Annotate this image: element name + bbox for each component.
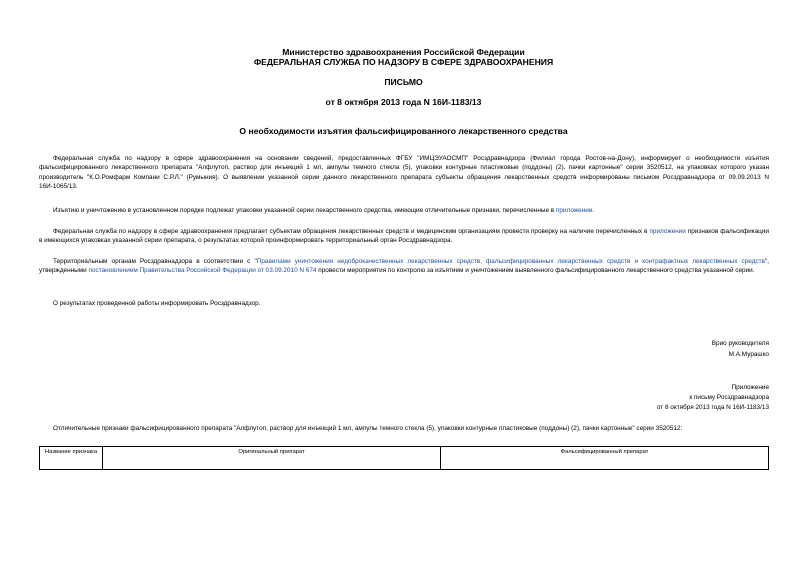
body-paragraph-3 [39, 227, 769, 246]
table-header-original: Оригинальный препарат [103, 447, 441, 470]
signature-position: Врио руководителя [711, 340, 769, 347]
service-title: ФЕДЕРАЛЬНАЯ СЛУЖБА ПО НАДЗОРУ В СФЕРЕ ЗДРАВООХРАНЕНИЯ [253, 57, 554, 67]
destruction-rules-link[interactable]: Правилами уничтожения недоброкачественных лекарственных средств, фальсифицированных лекарственных средств и контрафактных лекарственных средств [256, 258, 765, 265]
paragraph-5-text: О результатах проведенной работы информировать Росздравнадзор. [53, 300, 261, 307]
appendix-reference: к письму Росздравнадзора [689, 394, 769, 401]
appendix-date-number: от 8 октября 2013 года N 16И-1183/13 [656, 404, 769, 411]
table-header-falsified: Фальсифицированный препарат [441, 447, 769, 470]
ministry-title: Министерство здравоохранения Российской Федерации [282, 47, 525, 57]
government-decree-link[interactable]: постановлением Правительства Российской Федерации от 03.09.2010 N 674 [88, 267, 317, 275]
document-type: ПИСЬМО [384, 77, 423, 87]
paragraph-4-mid: ", утвержденными [39, 258, 769, 275]
body-paragraph-2 [39, 206, 769, 215]
paragraph-4-start: Территориальным органам Росздравнадзора в соответствии с " [53, 258, 257, 265]
appendix-title: Приложение [731, 384, 769, 391]
paragraph-3-end: признаков фальсификации в имеющихся упаковках указанной серии препарата, о результатах которой проинформировать территориальный орган Росздравнадзора. [39, 228, 769, 245]
table-header-row [40, 447, 769, 470]
appendix-link[interactable]: приложении [649, 228, 686, 235]
table-header-feature-name: Название признака [40, 447, 103, 470]
document-date-number: от 8 октября 2013 года N 16И-1183/13 [325, 97, 482, 107]
body-paragraph-5 [39, 299, 769, 308]
paragraph-4-end: провести мероприятия по контролю за изъятием и уничтожением выявленного фальсифицированного лекарственного средства указанной серии. [316, 267, 755, 275]
paragraph-2-end: . [592, 207, 595, 214]
appendix-intro-text: Отличительные признаки фальсифицированного препарата "Алфлутоп, раствор для инъекций 1 мл, ампулы темного стекла (5), упаковки контурные пластиковые (поддоны) (2), пачки картонные" серии 3520512: [53, 425, 683, 432]
paragraph-2-text: Изъятию и уничтожению в установленном порядке подлежат упаковки указанной серии лекарственного средства, имеющие отличительные признаки, перечисленные в [53, 207, 556, 214]
body-paragraph-1 [39, 154, 769, 191]
document-subject: О необходимости изъятия фальсифицированного лекарственного средства [239, 126, 568, 136]
paragraph-1-text: Федеральная служба по надзору в сфере здравоохранения на основании сведений, предоставленных ФГБУ "ИМЦЭУАОСМП" Росздравнадзора (Филиал города Ростов-на-Дону), информирует о необходимости изъятия фальсифицированного лекарственного препарата "Алфлутоп, раствор для инъекций 1 мл, ампулы темного стекла (5), упаковки контурные пластиковые (поддоны) (2), пачки картонные" серии 3520512, на упаковках которого указан производитель "К.О.Ромфарм Компани С.Р.Л." (Румыния). О выявлении указанной серии данного лекарственного препарата субъекты обращения лекарственных средств информированы письмом Росздравнадзора от 09.09.2013 N 16И-1065/13. [39, 155, 769, 190]
features-table [39, 446, 769, 470]
appendix-link[interactable]: приложении [555, 207, 593, 214]
body-paragraph-4 [39, 257, 769, 276]
appendix-intro [39, 424, 769, 433]
signature-name: М.А.Мурашко [728, 351, 769, 358]
paragraph-3-text: Федеральная служба по надзору в сфере здравоохранения предлагает субъектам обращения лекарственных средств и медицинским организациям провести проверку на наличие перечисленных в [53, 228, 650, 235]
